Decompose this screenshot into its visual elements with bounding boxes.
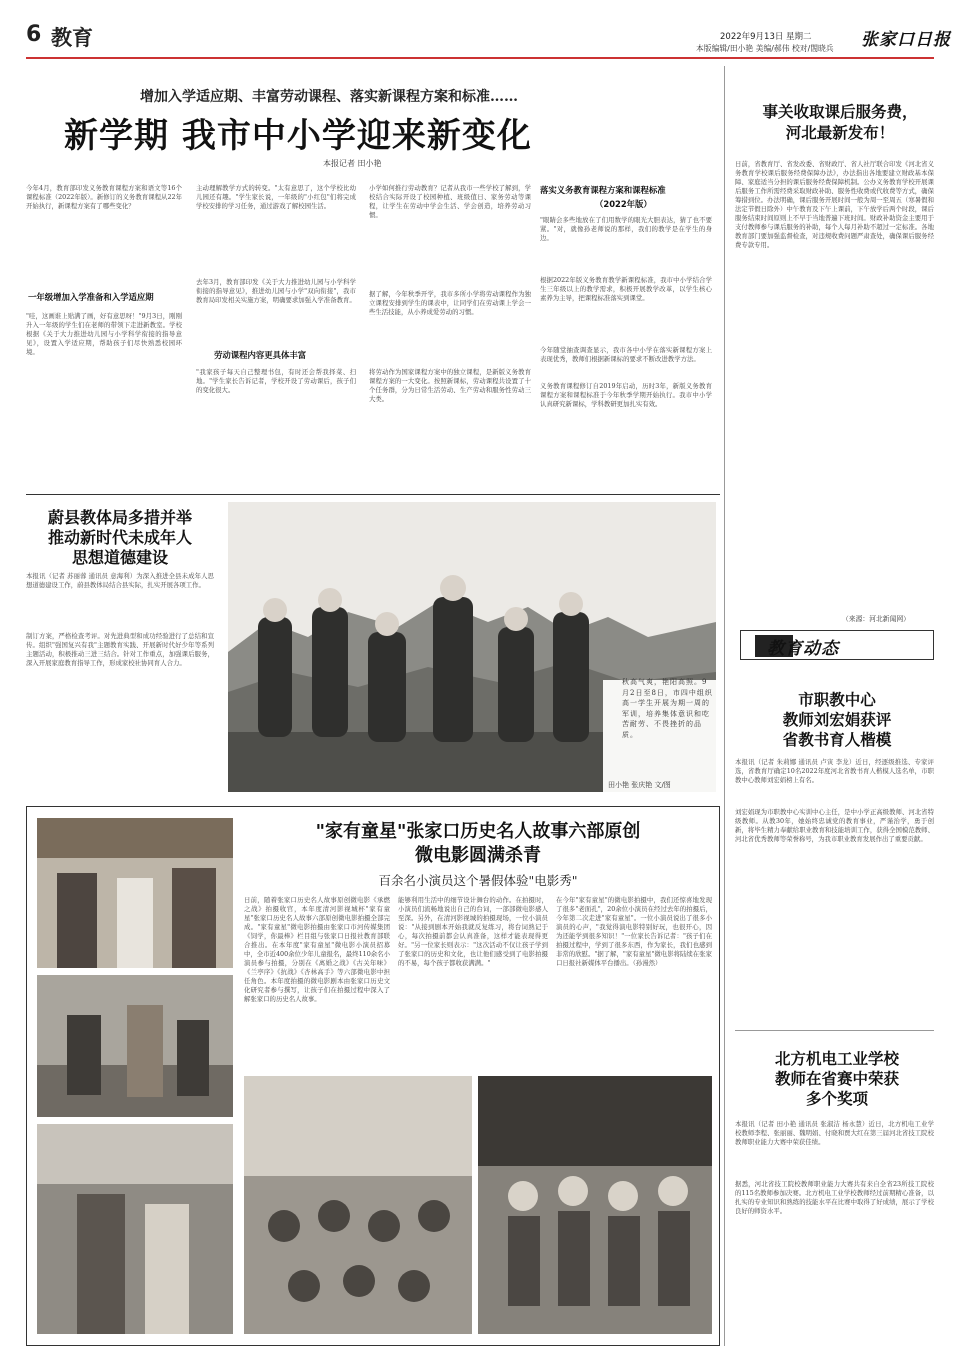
lead-col3-para2: 据了解，今年秋季开学，我市多所小学将劳动课程作为独立课程安排到学生的课表中，让同学们在劳动课上学会一些生活技能，从小养成爱劳动的习惯。: [369, 290, 531, 316]
military-training-photo: [228, 502, 716, 792]
right-column-divider: [724, 66, 725, 1346]
weixian-title-line-1: 蔚县教体局多措并举: [47, 508, 192, 527]
tongxing-photo-bottom-left: [37, 1124, 233, 1334]
lead-box-title: 落实义务教育课程方案和课程标准: [540, 185, 666, 195]
tongxing-title-line-1: "家有童星"张家口历史名人故事六部原创: [315, 821, 641, 842]
jidian-title-line-1: 北方机电工业学校: [774, 1049, 899, 1068]
lead-col2-para1: 主动理解教学方式的转变。"太有意思了，这个学校比幼儿园还有趣。"学生家长说，一年级的"小红包"们将完成学校安排的学习任务，通过游戏了解校园生活。: [196, 184, 356, 210]
tongxing-col-1: 日前，随着张家口历史名人故事原创微电影《承燃之战》拍摄收官，本年度清河影视城杯"家有童星"张家口历史名人故事六部原创微电影拍摄全部完成。"家有童星"微电影拍摄由张家口市河传媒集团《饲学，你最棒》栏目组与张家口日报社教育部联合推出。在本年度"家有童星"微电影小演员招募中，全市近400余位少年儿童报名，最终110余名小演员参与拍摄，分别在《离婚之战》《古关年味》《兰亭序》《抗战》《杏林高手》等六部微电影中担任角色。本年度拍摄的微电影剧本由张家口历史文化研究者参与撰写，让孩子们在拍摄过程中深入了解张家口的历史名人故事。: [244, 896, 390, 1003]
jidian-title-line-3: 多个奖项: [805, 1089, 868, 1108]
tongxing-photo-bottom-middle: [244, 1076, 472, 1334]
lead-col2-para3: "我家孩子每天自己整理书包，有时还会帮我择菜、扫地。"学生家长告诉记者，学校开设了劳动课后，孩子们的变化很大。: [196, 368, 356, 394]
liu-title-line-2: 教师刘宏娟获评: [782, 710, 892, 729]
lead-col4-para4: 义务教育课程修订自2019年启动，历时3年，新版义务教育课程方案和课程标准于今年秋季学期开始执行。我市中小学认真研究新课标，学科教研更加扎实有效。: [540, 382, 712, 408]
tongxing-col-2: 能够利用生活中的细节设计舞台的动作。在拍摄时，小演员们流畅地说出自己的台词，一部部微电影感人至深。另外，在清河影视城的拍摄现场，一位小演员说："从接到剧本开始我就反复练习，将台词熟记于心，每次拍摄前都会认真准备，这样才能表现得更好。"另一位家长则表示："这次活动不仅让孩子学到了张家口的历史和文化，也让他们感受到了电影拍摄的不易，每个孩子都收获满满。": [398, 896, 548, 967]
lead-col3-para3: 将劳动作为国家课程方案中的独立课程，是新版义务教育课程方案的一大变化。按照新课标，劳动课程共设置了十个任务群，分为日常生活劳动、生产劳动和服务性劳动三大类。: [369, 368, 531, 403]
lead-col4-para1: "眼睛会多些地放在了们用数学的眼光大胆表达，猜了也不要紧。"对，就像孙老师说的那样，我们的教学是在学生的身边。: [540, 216, 712, 242]
tongxing-photo-top-left: [37, 818, 233, 968]
lead-box-subtitle: （2022年版）: [595, 199, 652, 209]
lead-headline: 新学期 我市中小学迎来新变化: [64, 116, 532, 156]
lead-subhead-1: 一年级增加入学准备和入学适应期: [28, 292, 154, 302]
banner-label: 教育动态: [767, 639, 839, 659]
tongxing-photo-bottom-right: [478, 1076, 712, 1334]
weixian-byline: 本报讯（记者 苏丽蓉 通讯员 意海利）为深入推进全县未成年人思想道德建设工作，蔚县教体局结合县实际，扎实开展各项工作。: [26, 572, 214, 589]
fee-title-line-2: 河北最新发布！: [785, 123, 895, 142]
lead-subhead-2: 劳动课程内容更具体丰富: [214, 350, 307, 360]
liu-title-line-3: 省教书育人楷模: [782, 730, 892, 749]
tongxing-photo-mid-left: [37, 975, 233, 1117]
page-credits: 本版编辑/田小艳 美编/郝伟 校对/閤晓兵: [696, 44, 834, 53]
issue-date: 2022年9月13日 星期二: [720, 32, 812, 42]
section-title: 教育: [51, 25, 93, 50]
dynamics-divider: [735, 1030, 934, 1031]
photo-caption: 秋高气爽，艳阳高照。9月2日至8日，市四中组织高一学生开展为期一周的军训，培养集体意识和吃苦耐劳、不畏挫折的品质。: [622, 678, 713, 739]
lead-col4-para2: 根据2022年版义务教育教学新课程标准，我市中小学结合学生三年级以上的教学需求，积极开展教学改革，以学生核心素养为主导，把课程标准落实到课堂。: [540, 276, 712, 302]
tongxing-title-line-2: 微电影圆满杀青: [415, 845, 541, 866]
fee-title-line-1: 事关收取课后服务费，: [762, 102, 918, 121]
education-dynamics-banner: [740, 630, 934, 660]
lead-kicker: 增加入学适应期、丰富劳动课程、落实新课程方案和标准……: [140, 89, 518, 105]
weixian-title-line-2: 推动新时代未成年人: [47, 528, 192, 547]
tongxing-col-3: 在今年"家有童星"的微电影拍摄中，我们还惊喜地发现了很多"老面孔"，20余位小演员在经过去年的拍摄后，今年第二次走进"家有童星"。一位小演员说出了很多小演员的心声，"我觉得演电影特别好玩，也很开心，因为还能学到很多知识！"一位家长告诉记者："孩子们在拍摄过程中，学到了很多东西，作为家长，我们也感到非常的欣慰。"据了解，"家有童星"微电影将陆续在张家口日报社新媒体平台播出。（孙漫然）: [556, 896, 712, 967]
photo-credit: 田小艳 张庆艳 文/图: [608, 781, 671, 789]
page-number: 6: [26, 22, 42, 47]
lead-col1-para1: 今年4月，教育部印发义务教育课程方案和语文等16个课程标准（2022年版）。新修订的义务教育课程从22年开始执行，新课程方案有了哪些变化？: [26, 184, 182, 210]
lead-col3-para1: 小学如何推行劳动教育？记者从我市一些学校了解到，学校结合实际开设了校园种植、班级值日、家务劳动等课程，让学生在劳动中学会生活、学会创造，培养劳动习惯。: [369, 184, 531, 219]
fee-source: （来源：河北新闻网）: [842, 615, 910, 623]
weixian-title-line-3: 思想道德建设: [71, 548, 168, 567]
jidian-body: 据悉，河北省技工院校教师职业能力大赛共有来自全省23所技工院校的115名教师参加决赛。北方机电工业学校教师经过前期精心准备，以扎实的专业知识和熟练的技能水平在比赛中取得了好成绩，展示了学校良好的师资水平。: [735, 1180, 934, 1215]
liu-byline: 本报讯（记者 朱莉娜 通讯员 卢寅 李龙）近日，经逐级推选、专家评选，省教育厅确定10名2022年度河北省教书育人楷模人选名单，市职教中心教师刘宏娟榜上有名。: [735, 758, 934, 784]
masthead-rule: [26, 57, 934, 59]
lead-byline: 本报记者 田小艳: [323, 159, 382, 168]
lead-divider: [26, 494, 720, 495]
fee-body: 日前，省教育厅、省发改委、省财政厅、省人社厅联合印发《河北省义务教育学校课后服务经费保障办法》，办法指出各地要建立财政基本保障、家庭适当分担的课后服务经费保障机制。公办义务教育学校开展课后服务工作所需经费采取财政补助、服务性收费或代收费等方式，确保筹措到位。办法明确，课后服务开展时间一般为周一至周五（寒暑假和法定节假日除外）中午教育及下午上课前，下午放学后两个时段，课后服务结束时间原则上不早于当地普遍下班时间。财政补助资金主要用于支付教师参与课后服务的补助，每个人每月补助不超过一定标准。各地教育部门要加强监督检查，对违规收费问题严肃查处，确保课后服务经费专款专用。: [735, 160, 934, 249]
weixian-body: 制订方案，严格检查考评。对先进典型和成功经验进行了总结和宣传。组织"强国复兴有我"主题教育实践、开展新时代好少年等系列主题活动，积极推动三进三结合。针对工作重点，加强课后服务，深入开展家庭教育指导工作，形成家校社协同育人合力。: [26, 632, 214, 667]
tongxing-subtitle: 百余名小演员这个暑假体验"电影秀": [378, 873, 578, 888]
jidian-title-line-2: 教师在省赛中荣获: [774, 1069, 899, 1088]
lead-col2-para2: 去年3月，教育部印发《关于大力推进幼儿园与小学科学衔接的指导意见》，推进幼儿园与小学"双向衔接"，我市教育局印发相关实施方案，明确要求加强入学准备教育。: [196, 278, 356, 304]
jidian-byline: 本报讯（记者 田小艳 通讯员 张淑洁 杨永慧）近日，北方机电工业学校教师李程、张丽丽、魏明娟、付晓和贾大红在第三届河北省技工院校教师职业能力大赛中荣获佳绩。: [735, 1120, 934, 1146]
lead-col1-para2: "哇，这画谁上贴满了画，好有意思呀！"9月3日，刚刚升入一年级的学生们在老师的带领下走进新教室。学校根据《关于大力推进幼儿园与小学科学衔接的指导意见》，设置入学适应期，帮助孩子们尽快熟悉校园环境。: [26, 312, 182, 356]
liu-body: 刘宏娟现为市职教中心实训中心主任，是中小学正高级教师、河北省特级教师。从教30年，她始终忠诚党的教育事业，严谨治学，勇于创新，将毕生精力奉献给职业教育和技能培训工作，获得全国模范教师、河北省优秀教师等荣誉称号，为我市职业教育发展作出了重要贡献。: [735, 808, 934, 843]
paper-logo: 张家口日报: [861, 30, 951, 50]
liu-title-line-1: 市职教中心: [798, 690, 876, 709]
lead-col4-para3: 今年随堂抽查调查显示，我市各中小学在落实新课程方案上表现优秀，教师们根据新课标的要求不断改进教学方法。: [540, 346, 712, 363]
